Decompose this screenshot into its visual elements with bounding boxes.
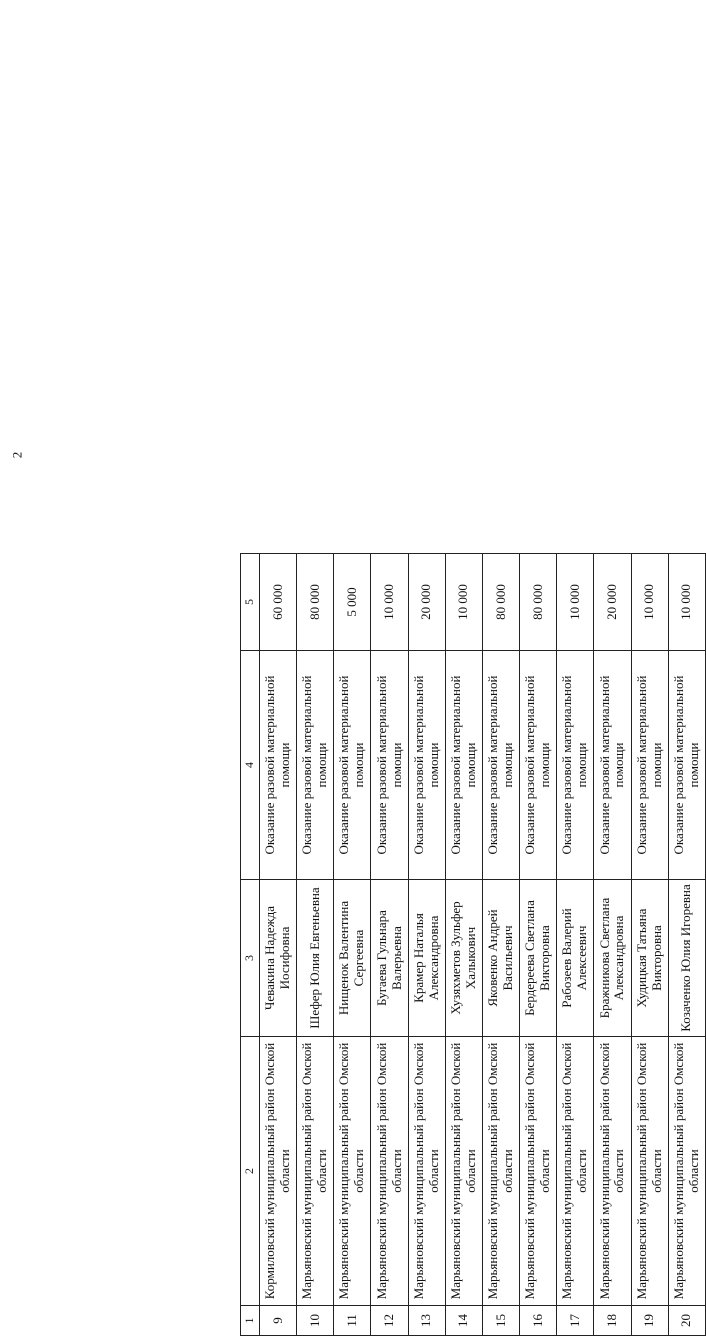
amount-cell: 5 000 (334, 554, 371, 651)
amount-cell: 60 000 (260, 554, 297, 651)
table-row (408, 554, 445, 1336)
table-row (520, 554, 557, 1336)
row-number-cell: 17 (557, 1306, 594, 1336)
table-row (260, 554, 297, 1336)
recipient-name-cell: Рабозеев Валерий Алексеевич (557, 880, 594, 1037)
district-cell: Марьяновский муниципальный район Омской области (408, 1037, 445, 1306)
table-row (445, 554, 482, 1336)
table-row (371, 554, 408, 1336)
recipient-name-cell: Бугаева Гульнара Валерьевна (371, 880, 408, 1037)
recipient-name-cell: Худицкая Татьяна Викторовна (631, 880, 668, 1037)
table-row (482, 554, 519, 1336)
purpose-cell: Оказание разовой материальной помощи (445, 651, 482, 880)
table-row (668, 554, 705, 1336)
district-cell: Марьяновский муниципальный район Омской области (631, 1037, 668, 1306)
amount-cell: 10 000 (371, 554, 408, 651)
table-row (594, 554, 631, 1336)
row-number-cell: 14 (445, 1306, 482, 1336)
district-cell: Марьяновский муниципальный район Омской области (445, 1037, 482, 1306)
amount-cell: 20 000 (408, 554, 445, 651)
recipient-name-cell: Нищенок Валентина Сергеевна (334, 880, 371, 1037)
row-number-cell: 19 (631, 1306, 668, 1336)
district-cell: Марьяновский муниципальный район Омской области (594, 1037, 631, 1306)
table-row (557, 554, 594, 1336)
header-cell-3: 3 (241, 880, 260, 1037)
table-row (334, 554, 371, 1336)
district-cell: Кормиловский муниципальный район Омской области (260, 1037, 297, 1306)
district-cell: Марьяновский муниципальный район Омской области (334, 1037, 371, 1306)
purpose-cell: Оказание разовой материальной помощи (297, 651, 334, 880)
amount-cell: 80 000 (520, 554, 557, 651)
header-cell-5: 5 (241, 554, 260, 651)
purpose-cell: Оказание разовой материальной помощи (408, 651, 445, 880)
row-number-cell: 10 (297, 1306, 334, 1336)
district-cell: Марьяновский муниципальный район Омской области (557, 1037, 594, 1306)
purpose-cell: Оказание разовой материальной помощи (668, 651, 705, 880)
recipient-name-cell: Яковенко Андрей Васильевич (482, 880, 519, 1037)
row-number-cell: 16 (520, 1306, 557, 1336)
assistance-table (240, 553, 706, 1336)
district-cell: Марьяновский муниципальный район Омской области (482, 1037, 519, 1306)
amount-cell: 80 000 (297, 554, 334, 651)
table-row (297, 554, 334, 1336)
recipient-name-cell: Козаченко Юлия Игоревна (668, 880, 705, 1037)
table-row (631, 554, 668, 1336)
row-number-cell: 18 (594, 1306, 631, 1336)
header-cell-4: 4 (241, 651, 260, 880)
amount-cell: 10 000 (668, 554, 705, 651)
recipient-name-cell: Крамер Наталья Александровна (408, 880, 445, 1037)
amount-cell: 10 000 (631, 554, 668, 651)
purpose-cell: Оказание разовой материальной помощи (520, 651, 557, 880)
recipient-name-cell: Бражникова Светлана Александровна (594, 880, 631, 1037)
purpose-cell: Оказание разовой материальной помощи (482, 651, 519, 880)
recipient-name-cell: Чевакина Надежда Иосифовна (260, 880, 297, 1037)
header-cell-1: 1 (241, 1306, 260, 1336)
row-number-cell: 9 (260, 1306, 297, 1336)
recipient-name-cell: Бердереева Светлана Викторовна (520, 880, 557, 1037)
page-number: 2 (9, 451, 25, 459)
recipient-name-cell: Шефер Юлия Евгеньевна (297, 880, 334, 1037)
row-number-cell: 13 (408, 1306, 445, 1336)
row-number-cell: 20 (668, 1306, 705, 1336)
purpose-cell: Оказание разовой материальной помощи (557, 651, 594, 880)
purpose-cell: Оказание разовой материальной помощи (334, 651, 371, 880)
purpose-cell: Оказание разовой материальной помощи (260, 651, 297, 880)
row-number-cell: 12 (371, 1306, 408, 1336)
purpose-cell: Оказание разовой материальной помощи (594, 651, 631, 880)
recipient-name-cell: Хузяхметов Зульфер Халыкович (445, 880, 482, 1037)
purpose-cell: Оказание разовой материальной помощи (371, 651, 408, 880)
amount-cell: 10 000 (445, 554, 482, 651)
table-header-row (241, 554, 260, 1336)
district-cell: Марьяновский муниципальный район Омской области (371, 1037, 408, 1306)
rotated-table-container (240, 554, 706, 1336)
amount-cell: 80 000 (482, 554, 519, 651)
district-cell: Марьяновский муниципальный район Омской области (520, 1037, 557, 1306)
amount-cell: 10 000 (557, 554, 594, 651)
row-number-cell: 11 (334, 1306, 371, 1336)
amount-cell: 20 000 (594, 554, 631, 651)
row-number-cell: 15 (482, 1306, 519, 1336)
purpose-cell: Оказание разовой материальной помощи (631, 651, 668, 880)
district-cell: Марьяновский муниципальный район Омской области (297, 1037, 334, 1306)
district-cell: Марьяновский муниципальный район Омской области (668, 1037, 705, 1306)
header-cell-2: 2 (241, 1037, 260, 1306)
